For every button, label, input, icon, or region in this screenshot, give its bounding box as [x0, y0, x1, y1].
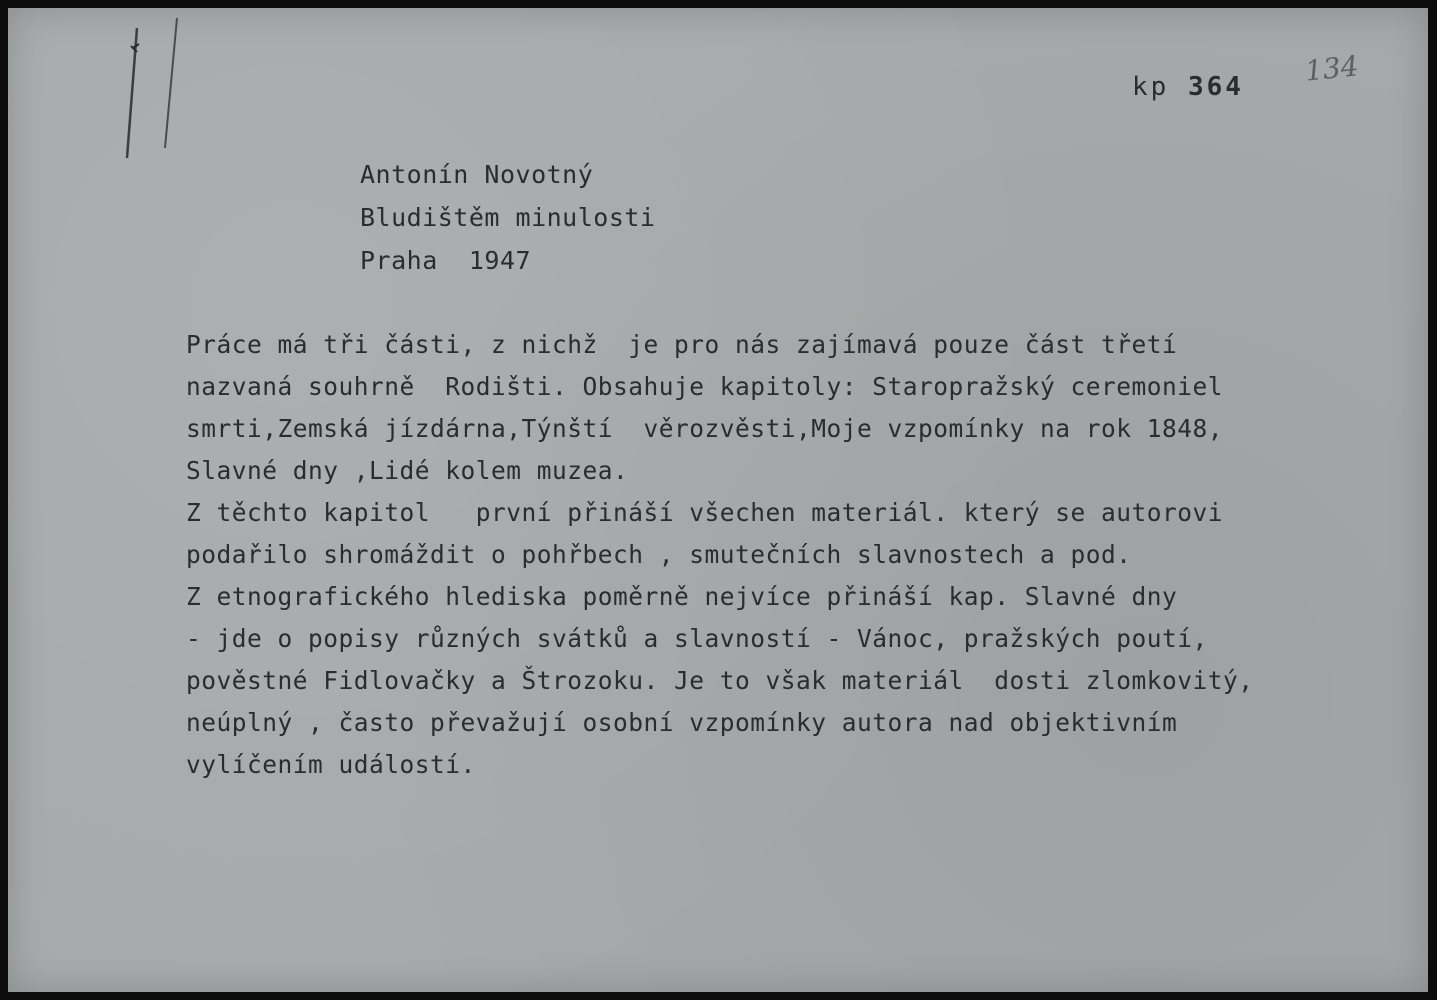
body-line: smrti,Zemská jízdárna,Týnští věrozvěsti,Moje vzpomínky na rok 1848, [186, 414, 1224, 443]
book-title: Bludištěm minulosti [360, 203, 656, 232]
body-line: vylíčením událostí. [186, 750, 476, 779]
body-line: pověstné Fidlovačky a Štrozoku. Je to však materiál dosti zlomkovitý, [186, 666, 1254, 695]
pencil-folio-number: 134 [1303, 49, 1361, 88]
body-line: podařilo shromáždit o pohřbech , smutečních slavnostech a pod. [186, 540, 1132, 569]
book-author: Antonín Novotný [360, 160, 594, 189]
body-line: Slavné dny ,Lidé kolem muzea. [186, 456, 629, 485]
catalog-reference [1132, 72, 1244, 102]
body-line: Z etnografického hlediska poměrně nejvíce přináší kap. Slavné dny [186, 582, 1178, 611]
body-line: neúplný , často převažují osobní vzpomínky autora nad objektivním [186, 708, 1178, 737]
body-line: nazvaná souhrně Rodišti. Obsahuje kapitoly: Staropražský ceremoniel [186, 372, 1224, 401]
body-line: Z těchto kapitol první přináší všechen materiál. který se autorovi [186, 498, 1224, 527]
reference-number: 364 [1187, 72, 1244, 102]
book-place-year: Praha 1947 [360, 246, 532, 275]
body-line: - jde o popisy různých svátků a slavností - Vánoc, pražských poutí, [186, 624, 1208, 653]
reference-label: kp [1132, 72, 1170, 102]
body-line: Práce má tři části, z nichž je pro nás zajímavá pouze část třetí [186, 330, 1178, 359]
paper-fold-mark [115, 8, 195, 188]
